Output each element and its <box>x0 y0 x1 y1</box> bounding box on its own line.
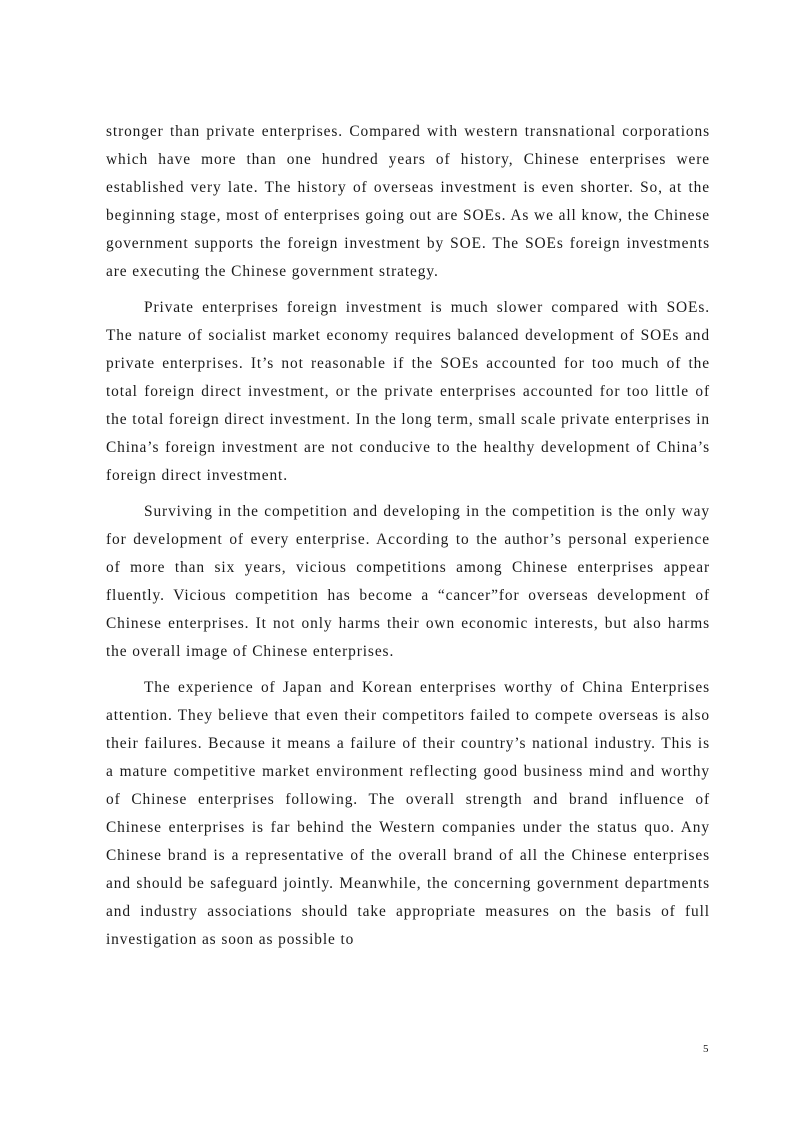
page-number: 5 <box>703 1043 709 1055</box>
paragraph-private-enterprises: Private enterprises foreign investment is much slower compared with SOEs. The nature of socialist market economy requires balanced development of SOEs and private enterprises. It’s not reasonable if the SOEs accounted for too much of the total foreign direct investment, or the private enterprises accounted for too little of the total foreign direct investment. In the long term, small scale private enterprises in China’s foreign investment are not conducive to the healthy development of China’s foreign direct investment. <box>106 299 710 484</box>
paragraph-continuation: stronger than private enterprises. Compared with western transnational corporations which have more than one hundred years of history, Chinese enterprises were established very late. The history of overseas investment is even shorter. So, at the beginning stage, most of enterprises going out are SOEs. As we all know, the Chinese government supports the foreign investment by SOE. The SOEs foreign investments are executing the Chinese government strategy. <box>106 123 710 280</box>
paragraph-competition: Surviving in the competition and developing in the competition is the only way for development of every enterprise. According to the author’s personal experience of more than six years, vicious competitions among Chinese enterprises appear fluently. Vicious competition has become a “cancer”for overseas development of Chinese enterprises. It not only harms their own economic interests, but also harms the overall image of Chinese enterprises. <box>106 503 710 660</box>
document-body <box>106 118 710 962</box>
paragraph-japan-korea-experience: The experience of Japan and Korean enterprises worthy of China Enterprises attention. They believe that even their competitors failed to compete overseas is also their failures. Because it means a failure of their country’s national industry. This is a mature competitive market environment reflecting good business mind and worthy of Chinese enterprises following. The overall strength and brand influence of Chinese enterprises is far behind the Western companies under the status quo. Any Chinese brand is a representative of the overall brand of all the Chinese enterprises and should be safeguard jointly. Meanwhile, the concerning government departments and industry associations should take appropriate measures on the basis of full investigation as soon as possible to <box>106 679 710 948</box>
